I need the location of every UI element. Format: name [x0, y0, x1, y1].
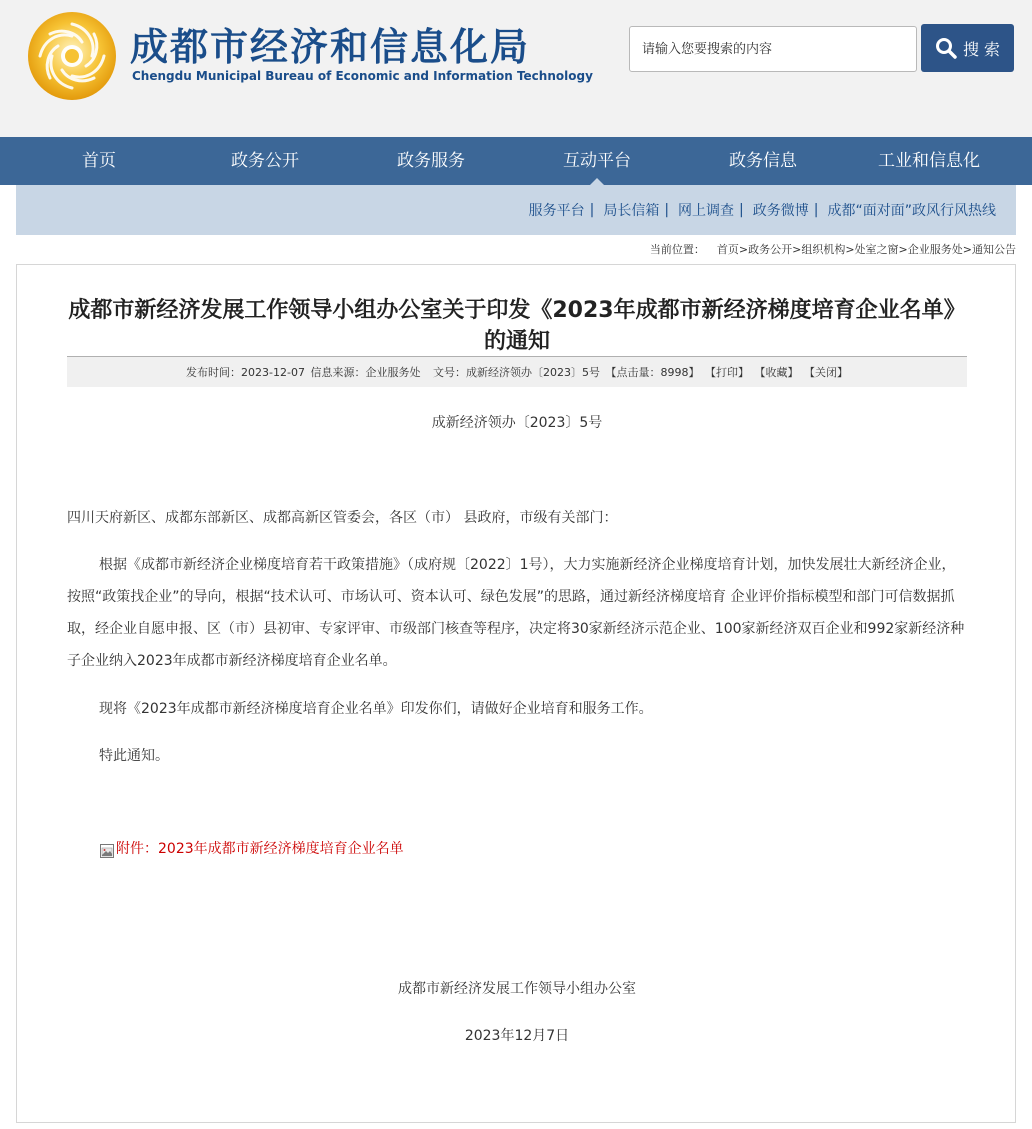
search-button[interactable]: [921, 24, 1014, 72]
nav-item-home[interactable]: 首页: [82, 151, 116, 171]
attachment-label[interactable]: 附件：2023年成都市新经济梯度培育企业名单: [116, 841, 404, 857]
subnav-separator: |: [739, 202, 744, 218]
body-paragraph-1: 根据《成都市新经济企业梯度培育若干政策措施》（成府规〔2022〕1号），大力实施新经济企业梯度培育计划，加快发展壮大新经济企业，按照“政策找企业”的导向，根据“技术认可、市场认可、资本认可、绿色发展”的思路，通过新经济梯度培育 企业评价指标模型和部门可信数据抓取，经企业自愿申报、区（市）县初审、专家评审、市级部门核查等程序，决定将30家新经济示范企业、100家新经济双百企业和992家新经济种子企业纳入2023年成都市新经济梯度培育企业名单。: [67, 557, 965, 669]
broken-image-icon: [99, 843, 115, 859]
subnav-item-service-platform[interactable]: 服务平台: [528, 203, 585, 219]
attachment-link[interactable]: [99, 839, 404, 859]
breadcrumb-path[interactable]: 首页>政务公开>组织机构>处室之窗>企业服务处>通知公告: [716, 243, 1016, 256]
body-paragraph-3: 特此通知。: [99, 748, 169, 764]
article-container: [16, 264, 1016, 1123]
subnav-item-hotline[interactable]: 成都“面对面”政风行风热线: [827, 203, 996, 219]
subnav-separator: |: [589, 202, 595, 218]
bureau-logo-icon[interactable]: [26, 10, 118, 102]
subnav-item-weibo[interactable]: 政务微博: [752, 203, 809, 219]
breadcrumb: [650, 242, 1016, 258]
breadcrumb-label: 当前位置：: [649, 243, 705, 256]
close-button[interactable]: 【关闭】: [803, 366, 848, 379]
search-button-label: 搜 索: [962, 39, 1001, 59]
search-icon: [935, 37, 957, 59]
subnav-separator: |: [813, 202, 819, 218]
subnav-separator: |: [664, 202, 670, 218]
nav-item-government-affairs[interactable]: 政务公开: [231, 151, 299, 171]
nav-item-services[interactable]: 政务服务: [397, 151, 465, 171]
main-nav: [0, 137, 1032, 185]
article-title: 成都市新经济发展工作领导小组办公室关于印发《2023年成都市新经济梯度培育企业名单》的通知: [68, 298, 966, 354]
nav-item-government-info[interactable]: 政务信息: [729, 151, 797, 171]
signing-date: 2023年12月7日: [464, 1028, 570, 1044]
print-button[interactable]: 【打印】: [704, 366, 749, 379]
nav-item-industry-it[interactable]: 工业和信息化: [878, 151, 980, 171]
document-number: 成新经济领办〔2023〕5号: [431, 415, 603, 431]
subnav-item-online-survey[interactable]: 网上调查: [678, 203, 735, 219]
publish-time: 发布时间：2023-12-07: [186, 366, 305, 379]
sub-nav: [16, 185, 1016, 235]
nav-item-interaction[interactable]: 互动平台: [514, 137, 680, 185]
info-source: 信息来源：企业服务处: [310, 366, 421, 379]
doc-number-meta: 文号：成新经济领办〔2023〕5号: [432, 366, 600, 379]
site-title[interactable]: 成都市经济和信息化局: [130, 25, 531, 69]
search-input[interactable]: [629, 26, 917, 72]
recipients: 四川天府新区、成都东部新区、成都高新区管委会，各区（市） 县政府，市级有关部门：: [67, 510, 618, 526]
site-subtitle: Chengdu Municipal Bureau of Economic and Information Technology: [132, 69, 593, 83]
click-count: 【点击量：8998】: [605, 366, 700, 379]
body-paragraph-2: 现将《2023年成都市新经济梯度培育企业名单》印发你们，请做好企业培育和服务工作。: [99, 701, 653, 717]
signing-organization: 成都市新经济发展工作领导小组办公室: [398, 981, 636, 997]
article-meta-bar: [67, 356, 967, 387]
site-header: [0, 0, 1032, 137]
favorite-button[interactable]: 【收藏】: [754, 366, 799, 379]
subnav-item-director-mailbox[interactable]: 局长信箱: [603, 203, 660, 219]
